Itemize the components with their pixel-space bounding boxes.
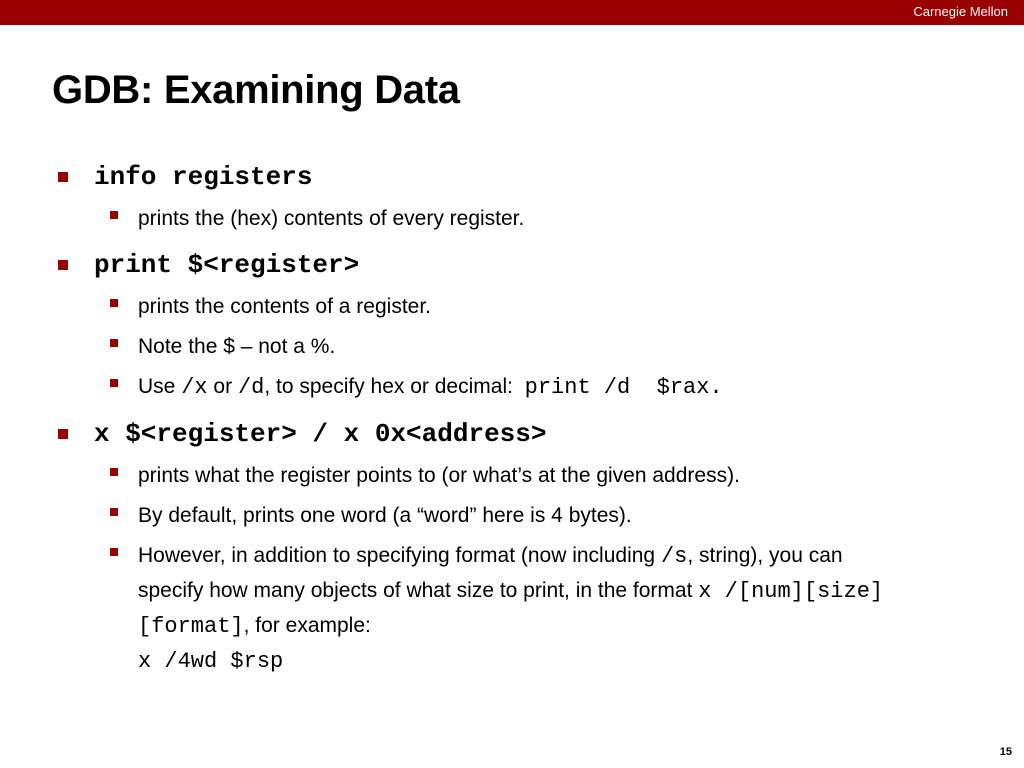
sub-bullet [58,459,958,493]
text-run: , to specify hex or decimal: [264,375,525,398]
square-bullet-icon [110,339,118,347]
command-text: print $<register> [94,250,360,280]
sub-bullet [58,202,958,236]
code-example: x /4wd $rsp [138,649,284,674]
command-text: x $<register> / x 0x<address> [94,419,547,449]
text-run: or [207,375,238,398]
sub-bullet-text: prints the (hex) contents of every register. [138,207,525,230]
sub-bullet-use [58,370,958,405]
code-run: x /[num][size][format] [138,579,884,639]
slide-title: GDB: Examining Data [52,68,460,112]
sub-bullet-text: prints what the register points to (or what’s at the given address). [138,464,740,487]
square-bullet-icon [110,508,118,516]
square-bullet-icon [110,468,118,476]
square-bullet-icon [110,379,118,387]
code-run: print /d $rax. [524,375,723,400]
square-bullet-icon [58,260,68,270]
sub-bullet-text: By default, prints one word (a “word” here is 4 bytes). [138,504,632,527]
page-number: 15 [999,746,1012,758]
sub-bullet [58,499,958,533]
brand-label: Carnegie Mellon [913,4,1008,19]
square-bullet-icon [110,299,118,307]
bullet-examine-memory [58,415,958,451]
sub-bullet [58,290,958,324]
bullet-print-register [58,246,958,282]
slide-content [58,158,958,685]
square-bullet-icon [58,172,68,182]
bullet-info-registers [58,158,958,194]
square-bullet-icon [110,211,118,219]
text-run: , string), you can specify how many objects of what size to print, in the format [138,544,843,602]
text-run: Use [138,375,182,398]
sub-bullet-text: prints the contents of a register. [138,295,431,318]
sub-bullet [58,330,958,364]
sub-bullet-text: Note the $ – not a %. [138,335,336,358]
text-run: , for example: [243,614,371,637]
code-run: /x [181,375,208,400]
square-bullet-icon [110,548,118,556]
square-bullet-icon [58,429,68,439]
code-run: /s [660,544,688,569]
sub-bullet-however [58,539,898,679]
code-run: /d [237,375,265,400]
command-text: info registers [94,162,313,192]
header-bar [0,0,1024,25]
text-run: However, in addition to specifying format (now including [138,544,661,567]
